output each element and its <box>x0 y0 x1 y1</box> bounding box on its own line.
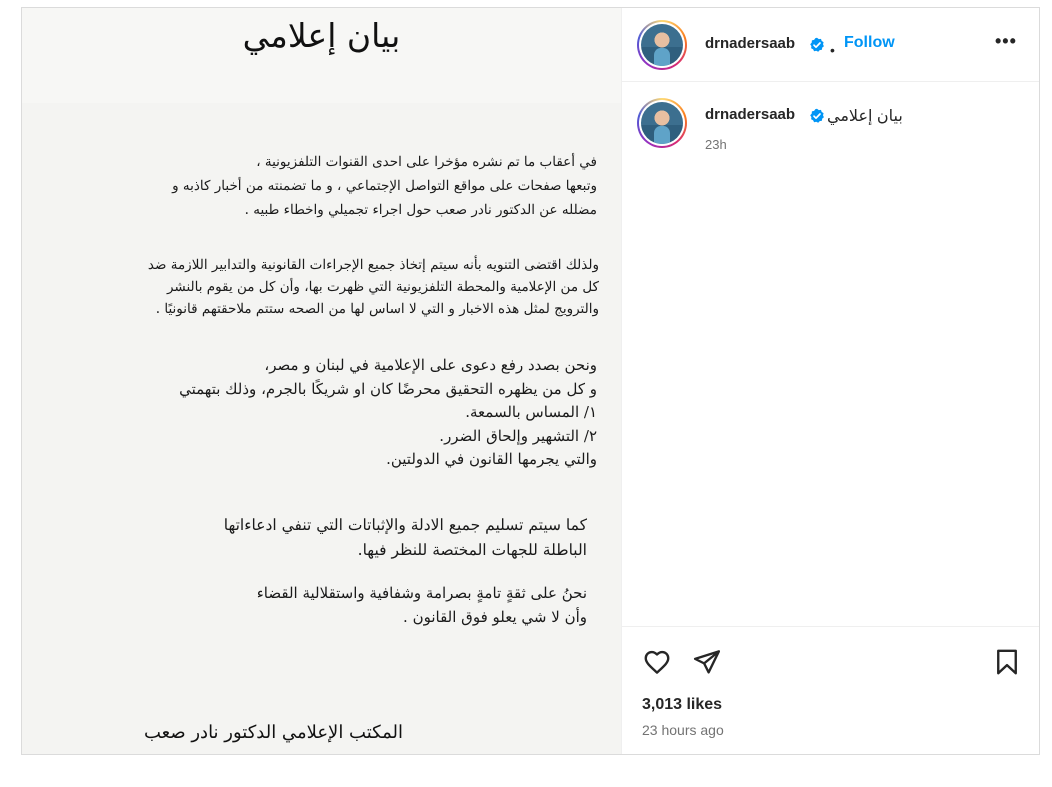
statement-line: كما سيتم تسليم جميع الادلة والإثباتات التي تنفي ادعاءاتها <box>223 516 587 534</box>
bookmark-icon[interactable] <box>992 647 1022 677</box>
statement-line: والتي يجرمها القانون في الدولتين. <box>386 450 597 468</box>
post-actions <box>622 626 1040 754</box>
likes-count[interactable]: 3,013 likes <box>642 696 723 713</box>
statement-signature: المكتب الإعلامي الدكتور نادر صعب <box>144 722 403 743</box>
statement-line: وأن لا شي يعلو فوق القانون . <box>403 608 587 626</box>
caption-text: بيان إعلامي <box>827 108 903 125</box>
statement-paragraph-2 <box>148 254 599 320</box>
caption-avatar[interactable] <box>637 98 687 148</box>
statement-line: ١/ المساس بالسمعة. <box>465 403 597 421</box>
post-card <box>21 7 1040 755</box>
statement-line: كل من الإعلامية والمحطة التلفزيونية التي ظهرت بها، وأن كل من يقوم بالنشر <box>166 279 599 295</box>
caption-username[interactable]: drnadersaab <box>705 106 796 123</box>
avatar[interactable] <box>637 20 687 70</box>
statement-line: نحنُ على ثقةٍ تامةٍ بصرامة وشفافية واستقلالية القضاء <box>256 584 587 602</box>
statement-paragraph-1 <box>172 150 597 222</box>
statement-line: الباطلة للجهات المختصة للنظر فيها. <box>357 541 587 559</box>
post-time-ago[interactable]: 23 hours ago <box>642 722 724 738</box>
statement-line: ٢/ التشهير وإلحاق الضرر. <box>439 426 597 445</box>
verified-badge-icon <box>809 37 825 53</box>
statement-paragraph-4 <box>224 513 587 563</box>
heart-icon[interactable] <box>642 647 672 677</box>
statement-paragraph-3 <box>179 354 597 472</box>
statement-title: بيان إعلامي <box>242 16 401 55</box>
post-header <box>622 8 1040 82</box>
statement-paragraph-5 <box>257 581 587 629</box>
send-icon[interactable] <box>692 647 722 677</box>
header-separator: • <box>830 42 835 58</box>
header-username[interactable]: drnadersaab <box>705 35 796 52</box>
statement-line: مضلله عن الدكتور نادر صعب حول اجراء تجميلي واخطاء طبيه . <box>244 202 597 218</box>
statement-line: وتبعها صفحات على مواقع التواصل الإجتماعي ، و ما تضمنته من أخبار كاذبه و <box>172 178 597 194</box>
statement-line: ولذلك اقتضى التنويه بأنه سيتم إتخاذ جميع الإجراءات القانونية والتدابير اللازمة ضد <box>147 257 599 273</box>
post-sidebar <box>621 8 1039 754</box>
verified-badge-icon <box>809 108 825 124</box>
statement-line: في أعقاب ما تم نشره مؤخرا على احدى القنوات التلفزيونية ، <box>256 154 597 170</box>
post-image[interactable] <box>22 8 621 754</box>
statement-line: ونحن بصدد رفع دعوى على الإعلامية في لبنان و مصر، <box>264 356 597 374</box>
statement-line: والترويج لمثل هذه الاخبار و التي لا اساس لها من الصحه ستتم ملاحقتهم قانونيًا . <box>155 301 599 317</box>
statement-line: و كل من يظهره التحقيق محرضًا كان او شريكًا بالجرم، وذلك بتهمتي <box>179 379 597 398</box>
follow-button[interactable]: Follow <box>844 34 895 51</box>
caption-timestamp[interactable]: 23h <box>705 137 727 152</box>
more-options-icon[interactable]: ••• <box>995 31 1017 51</box>
